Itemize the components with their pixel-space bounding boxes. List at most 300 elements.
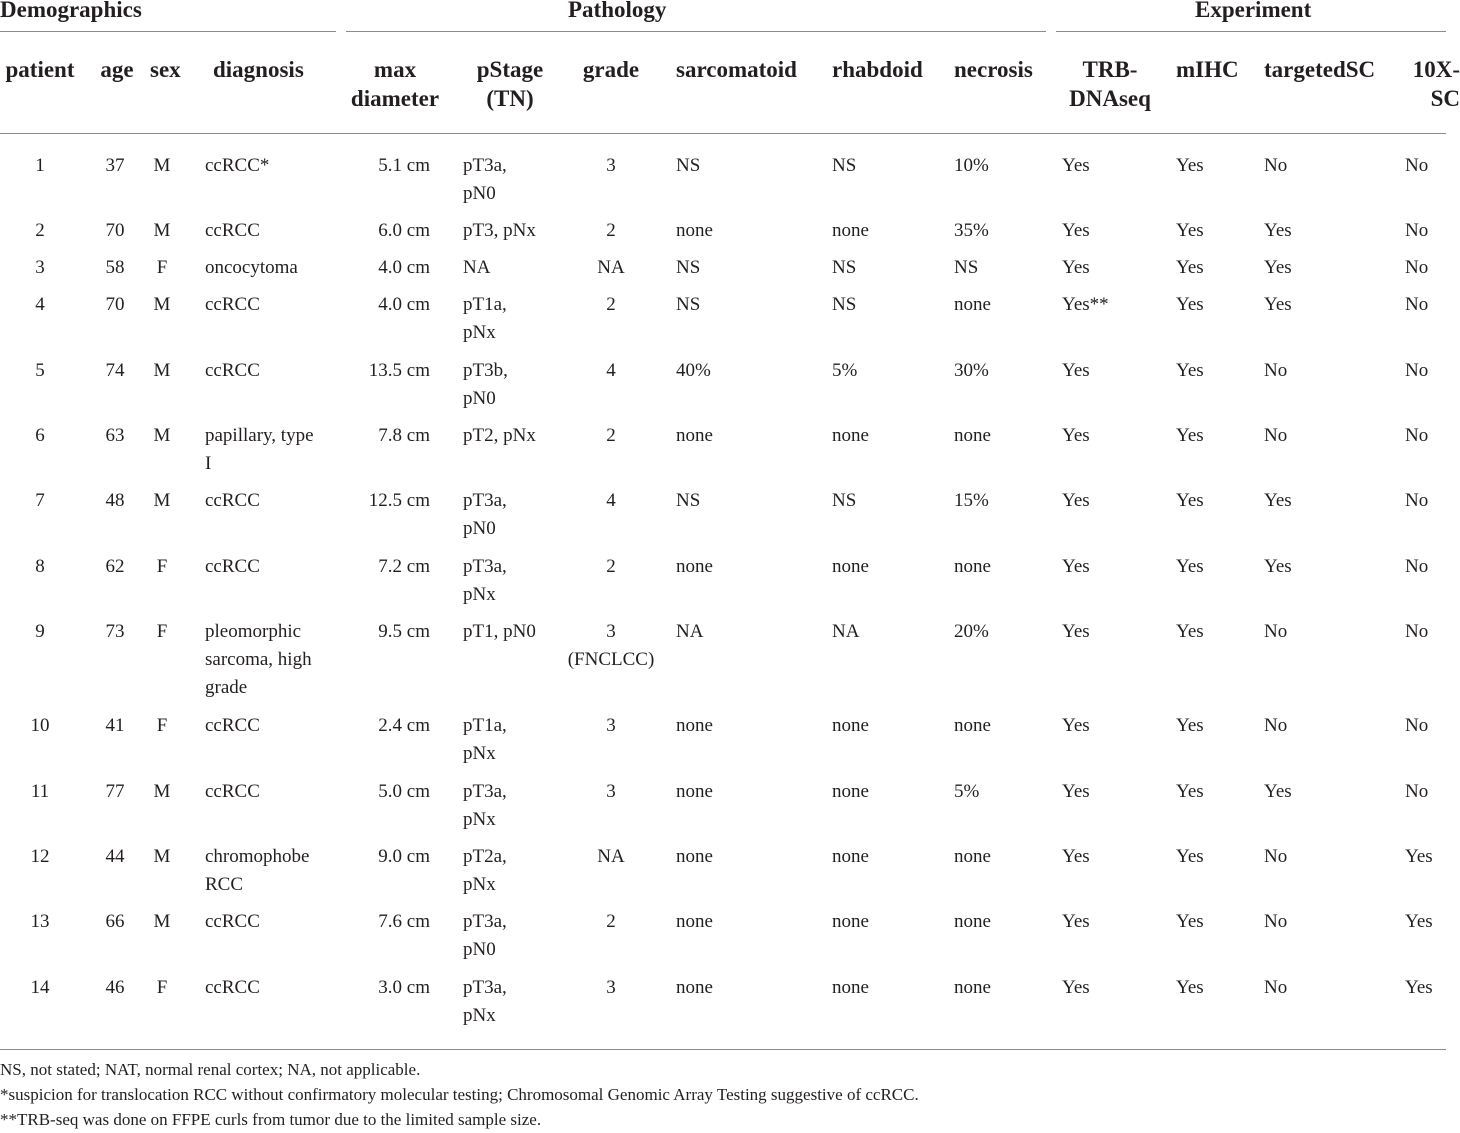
cell-line: pT3a, bbox=[463, 911, 507, 932]
column-header-rhabdoid bbox=[832, 55, 937, 84]
column-header-line: diagnosis bbox=[213, 57, 304, 82]
column-header-necrosis bbox=[954, 55, 1049, 84]
cell-line: NA bbox=[463, 257, 491, 278]
cell-grade bbox=[555, 908, 667, 936]
cell-sex bbox=[150, 422, 174, 450]
cell-line: NS bbox=[832, 257, 857, 278]
column-header-line: DNAseq bbox=[1069, 86, 1151, 111]
cell-line: No bbox=[1264, 621, 1288, 642]
cell-line: ccRCC bbox=[205, 715, 260, 736]
cell-line: 2 bbox=[606, 294, 616, 315]
cell-grade bbox=[555, 712, 667, 740]
cell-line: pT2, pNx bbox=[463, 425, 536, 446]
cell-10x-sc bbox=[1405, 712, 1455, 740]
cell-necrosis bbox=[954, 908, 1044, 936]
cell-line: 5% bbox=[954, 781, 980, 802]
cell-targetedsc bbox=[1264, 291, 1384, 319]
cell-mihc bbox=[1176, 422, 1236, 450]
cell-max-diameter bbox=[350, 291, 430, 319]
cell-line: Yes bbox=[1264, 257, 1292, 278]
cell-line: none bbox=[954, 846, 991, 867]
cell-trb-dnaseq bbox=[1062, 291, 1152, 319]
column-header-age bbox=[97, 55, 137, 84]
cell-mihc bbox=[1176, 974, 1236, 1002]
cell-age bbox=[97, 357, 133, 385]
cell-line: 2 bbox=[606, 425, 616, 446]
cell-sarcomatoid bbox=[676, 422, 816, 450]
cell-rhabdoid bbox=[832, 778, 932, 806]
cell-line: M bbox=[153, 490, 171, 511]
cell-line: No bbox=[1264, 977, 1288, 998]
cell-line: NA bbox=[597, 257, 625, 278]
column-header-line: diameter bbox=[350, 86, 440, 111]
cell-10x-sc bbox=[1405, 254, 1455, 282]
cell-grade bbox=[555, 422, 667, 450]
cell-line: none bbox=[832, 425, 869, 446]
cell-line: NS bbox=[676, 257, 701, 278]
cell-line: 9 bbox=[35, 621, 45, 642]
cell-sex bbox=[150, 291, 174, 319]
cell-line: Yes bbox=[1176, 977, 1204, 998]
cell-line: 5% bbox=[832, 360, 858, 381]
cell-grade bbox=[555, 217, 667, 245]
cell-line: grade bbox=[205, 677, 248, 698]
cell-diagnosis bbox=[205, 843, 345, 899]
cell-line: Yes bbox=[1405, 846, 1433, 867]
column-header-line: max bbox=[373, 57, 417, 82]
cell-line: No bbox=[1264, 911, 1288, 932]
cell-necrosis bbox=[954, 357, 1044, 385]
cell-line: pN0 bbox=[463, 518, 496, 539]
cell-rhabdoid bbox=[832, 553, 932, 581]
cell-line: pT3a, bbox=[463, 977, 507, 998]
cell-line: No bbox=[1264, 846, 1288, 867]
cell-targetedsc bbox=[1264, 618, 1384, 646]
header-rule bbox=[0, 133, 1446, 134]
cell-sex bbox=[150, 778, 174, 806]
cell-sarcomatoid bbox=[676, 908, 816, 936]
cell-line: No bbox=[1405, 220, 1429, 241]
cell-age bbox=[97, 843, 133, 871]
cell-line: sarcoma, high bbox=[205, 649, 312, 670]
column-header-line: necrosis bbox=[954, 57, 1033, 82]
cell-line: Yes bbox=[1264, 220, 1292, 241]
cell-line: Yes bbox=[1176, 155, 1204, 176]
column-header-targetedsc bbox=[1264, 55, 1394, 84]
cell-line: Yes bbox=[1062, 846, 1090, 867]
cell-line: none bbox=[832, 846, 869, 867]
cell-sarcomatoid bbox=[676, 553, 816, 581]
cell-rhabdoid bbox=[832, 908, 932, 936]
cell-trb-dnaseq bbox=[1062, 152, 1152, 180]
cell-line: 70 bbox=[105, 220, 125, 241]
cell-sex bbox=[150, 843, 174, 871]
cell-grade bbox=[555, 618, 667, 674]
cell-line: F bbox=[156, 257, 168, 278]
cell-line: 41 bbox=[105, 715, 125, 736]
cell-necrosis bbox=[954, 152, 1044, 180]
cell-line: 63 bbox=[105, 425, 125, 446]
cell-line: pT3a, bbox=[463, 556, 507, 577]
column-header-line: targetedSC bbox=[1264, 57, 1376, 82]
cell-line: ccRCC bbox=[205, 977, 260, 998]
cell-line: 35% bbox=[954, 220, 989, 241]
cell-patient bbox=[0, 712, 80, 740]
cell-line: Yes bbox=[1062, 490, 1090, 511]
cell-max-diameter bbox=[350, 843, 430, 871]
cell-age bbox=[97, 487, 133, 515]
cell-line: M bbox=[153, 360, 171, 381]
cell-line: Yes bbox=[1176, 556, 1204, 577]
cell-patient bbox=[0, 908, 80, 936]
cell-line: none bbox=[832, 977, 869, 998]
cell-sex bbox=[150, 152, 174, 180]
column-header-line: 10X- bbox=[1412, 57, 1460, 82]
cell-mihc bbox=[1176, 908, 1236, 936]
cell-line: pT3a, bbox=[463, 490, 507, 511]
cell-line: pT1a, bbox=[463, 715, 507, 736]
cell-line: NA bbox=[597, 846, 625, 867]
cell-10x-sc bbox=[1405, 487, 1455, 515]
cell-diagnosis bbox=[205, 778, 345, 806]
cell-line: 44 bbox=[105, 846, 125, 867]
cell-rhabdoid bbox=[832, 152, 932, 180]
cell-targetedsc bbox=[1264, 152, 1384, 180]
cell-line: pleomorphic bbox=[205, 621, 302, 642]
cell-patient bbox=[0, 254, 80, 282]
cell-line: Yes bbox=[1176, 360, 1204, 381]
cell-line: 58 bbox=[105, 257, 125, 278]
cell-grade bbox=[555, 254, 667, 282]
cell-max-diameter bbox=[350, 908, 430, 936]
cell-patient bbox=[0, 553, 80, 581]
cell-diagnosis bbox=[205, 422, 345, 478]
cell-mihc bbox=[1176, 152, 1236, 180]
cell-sex bbox=[150, 618, 174, 646]
group-rule-experiment bbox=[1056, 31, 1446, 32]
cell-max-diameter bbox=[350, 422, 430, 450]
cell-10x-sc bbox=[1405, 291, 1455, 319]
cell-line: 37 bbox=[105, 155, 125, 176]
cell-sarcomatoid bbox=[676, 291, 816, 319]
cell-line: pT3a, bbox=[463, 781, 507, 802]
cell-age bbox=[97, 974, 133, 1002]
cell-sarcomatoid bbox=[676, 217, 816, 245]
cell-line: F bbox=[156, 715, 168, 736]
column-header-line: patient bbox=[5, 57, 75, 82]
group-rule-demographics bbox=[0, 31, 336, 32]
cell-sex bbox=[150, 908, 174, 936]
cell-line: 6 bbox=[35, 425, 45, 446]
cell-line: NS bbox=[676, 155, 701, 176]
cell-trb-dnaseq bbox=[1062, 487, 1152, 515]
cell-line: ccRCC bbox=[205, 911, 260, 932]
cell-line: F bbox=[156, 977, 168, 998]
column-header-line: sarcomatoid bbox=[676, 57, 797, 82]
cell-diagnosis bbox=[205, 553, 345, 581]
cell-necrosis bbox=[954, 843, 1044, 871]
column-header-line: rhabdoid bbox=[832, 57, 923, 82]
cell-necrosis bbox=[954, 254, 1044, 282]
footnote-abbreviations: NS, not stated; NAT, normal renal cortex; NA, not applicable. bbox=[0, 1060, 421, 1079]
column-header-sex bbox=[150, 55, 190, 84]
cell-age bbox=[97, 908, 133, 936]
cell-line: none bbox=[676, 846, 713, 867]
cell-necrosis bbox=[954, 618, 1044, 646]
cell-line: Yes bbox=[1176, 490, 1204, 511]
cell-grade bbox=[555, 291, 667, 319]
cell-line: No bbox=[1405, 490, 1429, 511]
cell-rhabdoid bbox=[832, 974, 932, 1002]
cell-line: 46 bbox=[105, 977, 125, 998]
cell-mihc bbox=[1176, 254, 1236, 282]
cell-mihc bbox=[1176, 618, 1236, 646]
cell-line: 66 bbox=[105, 911, 125, 932]
cell-line: 5.1 cm bbox=[378, 155, 430, 176]
column-header-patient bbox=[0, 55, 80, 84]
cell-patient bbox=[0, 422, 80, 450]
cell-diagnosis bbox=[205, 618, 345, 702]
cell-line: No bbox=[1405, 155, 1429, 176]
cell-line: RCC bbox=[205, 874, 244, 895]
cell-line: none bbox=[832, 556, 869, 577]
cell-line: oncocytoma bbox=[205, 257, 298, 278]
cell-line: 62 bbox=[105, 556, 125, 577]
cell-line: Yes bbox=[1062, 220, 1090, 241]
cell-max-diameter bbox=[350, 618, 430, 646]
cell-line: F bbox=[156, 556, 168, 577]
cell-10x-sc bbox=[1405, 553, 1455, 581]
cell-patient bbox=[0, 974, 80, 1002]
cell-line: 3 bbox=[606, 715, 616, 736]
cell-necrosis bbox=[954, 291, 1044, 319]
cell-targetedsc bbox=[1264, 254, 1384, 282]
cell-line: M bbox=[153, 155, 171, 176]
cell-line: Yes bbox=[1176, 781, 1204, 802]
cell-line: Yes bbox=[1062, 911, 1090, 932]
cell-targetedsc bbox=[1264, 778, 1384, 806]
cell-targetedsc bbox=[1264, 487, 1384, 515]
cell-line: Yes bbox=[1062, 360, 1090, 381]
cell-line: pN0 bbox=[463, 388, 496, 409]
cell-diagnosis bbox=[205, 357, 345, 385]
cell-patient bbox=[0, 291, 80, 319]
cell-line: papillary, type bbox=[205, 425, 314, 446]
cell-rhabdoid bbox=[832, 487, 932, 515]
cell-max-diameter bbox=[350, 217, 430, 245]
column-header-line: mIHC bbox=[1176, 57, 1239, 82]
cell-line: Yes bbox=[1405, 911, 1433, 932]
cell-line: 4.0 cm bbox=[378, 257, 430, 278]
footnote-double-asterisk: **TRB-seq was done on FFPE curls from tumor due to the limited sample size. bbox=[0, 1110, 542, 1129]
cell-age bbox=[97, 291, 133, 319]
cell-line: NS bbox=[832, 490, 857, 511]
cell-grade bbox=[555, 357, 667, 385]
cell-rhabdoid bbox=[832, 422, 932, 450]
cell-max-diameter bbox=[350, 152, 430, 180]
cell-line: NA bbox=[676, 621, 704, 642]
cell-line: ccRCC bbox=[205, 220, 260, 241]
column-header-line: pStage bbox=[476, 57, 544, 82]
cell-age bbox=[97, 618, 133, 646]
cell-line: Yes bbox=[1062, 621, 1090, 642]
cell-line: 5 bbox=[35, 360, 45, 381]
cell-mihc bbox=[1176, 357, 1236, 385]
cell-line: No bbox=[1405, 425, 1429, 446]
cell-line: none bbox=[954, 556, 991, 577]
column-header-line: grade bbox=[582, 57, 640, 82]
cell-line: none bbox=[832, 781, 869, 802]
cell-trb-dnaseq bbox=[1062, 357, 1152, 385]
cell-10x-sc bbox=[1405, 217, 1455, 245]
cell-mihc bbox=[1176, 843, 1236, 871]
cell-line: 3 bbox=[35, 257, 45, 278]
cell-diagnosis bbox=[205, 152, 345, 180]
cell-targetedsc bbox=[1264, 357, 1384, 385]
cell-line: 2 bbox=[606, 556, 616, 577]
cell-line: none bbox=[676, 220, 713, 241]
cell-age bbox=[97, 553, 133, 581]
cell-line: 3 bbox=[606, 155, 616, 176]
cell-10x-sc bbox=[1405, 974, 1455, 1002]
cell-patient bbox=[0, 778, 80, 806]
cell-max-diameter bbox=[350, 778, 430, 806]
cell-sex bbox=[150, 712, 174, 740]
cell-grade bbox=[555, 974, 667, 1002]
column-header-sarcomatoid bbox=[676, 55, 821, 84]
cell-line: Yes bbox=[1062, 425, 1090, 446]
cell-line: Yes bbox=[1264, 294, 1292, 315]
cell-sarcomatoid bbox=[676, 487, 816, 515]
cell-rhabdoid bbox=[832, 254, 932, 282]
cell-rhabdoid bbox=[832, 618, 932, 646]
cell-line: No bbox=[1405, 556, 1429, 577]
cell-age bbox=[97, 217, 133, 245]
cell-10x-sc bbox=[1405, 908, 1455, 936]
column-header-pstage bbox=[465, 55, 555, 113]
cell-line: NA bbox=[832, 621, 860, 642]
cell-line: 1 bbox=[35, 155, 45, 176]
cell-line: none bbox=[832, 220, 869, 241]
cell-sarcomatoid bbox=[676, 152, 816, 180]
cell-diagnosis bbox=[205, 291, 345, 319]
cell-trb-dnaseq bbox=[1062, 553, 1152, 581]
cell-line: No bbox=[1264, 360, 1288, 381]
cell-rhabdoid bbox=[832, 217, 932, 245]
cell-line: No bbox=[1405, 294, 1429, 315]
cell-line: pNx bbox=[463, 809, 496, 830]
cell-necrosis bbox=[954, 487, 1044, 515]
cell-diagnosis bbox=[205, 908, 345, 936]
cell-grade bbox=[555, 553, 667, 581]
cell-line: none bbox=[676, 911, 713, 932]
cell-age bbox=[97, 152, 133, 180]
cell-line: NS bbox=[832, 294, 857, 315]
cell-line: No bbox=[1405, 621, 1429, 642]
cell-trb-dnaseq bbox=[1062, 254, 1152, 282]
cell-line: Yes bbox=[1176, 294, 1204, 315]
column-header-line: TRB- bbox=[1082, 57, 1138, 82]
group-header-row bbox=[0, 0, 1460, 28]
cell-line: 7.6 cm bbox=[378, 911, 430, 932]
cell-line: none bbox=[954, 911, 991, 932]
cell-line: Yes bbox=[1062, 781, 1090, 802]
cell-necrosis bbox=[954, 553, 1044, 581]
cell-line: none bbox=[676, 425, 713, 446]
cell-sex bbox=[150, 217, 174, 245]
cell-line: No bbox=[1405, 360, 1429, 381]
cell-patient bbox=[0, 357, 80, 385]
cell-line: 15% bbox=[954, 490, 989, 511]
cell-line: pNx bbox=[463, 874, 496, 895]
cell-line: 40% bbox=[676, 360, 711, 381]
cell-age bbox=[97, 422, 133, 450]
cell-sex bbox=[150, 254, 174, 282]
cell-line: ccRCC bbox=[205, 360, 260, 381]
cell-diagnosis bbox=[205, 217, 345, 245]
cell-rhabdoid bbox=[832, 357, 932, 385]
cell-line: 4 bbox=[35, 294, 45, 315]
cell-line: 10% bbox=[954, 155, 989, 176]
cell-line: pNx bbox=[463, 584, 496, 605]
cell-max-diameter bbox=[350, 254, 430, 282]
cell-max-diameter bbox=[350, 553, 430, 581]
column-header-mihc bbox=[1176, 55, 1251, 84]
cell-line: ccRCC bbox=[205, 294, 260, 315]
column-header-10x-sc bbox=[1400, 55, 1460, 113]
cell-line: 3.0 cm bbox=[378, 977, 430, 998]
cell-patient bbox=[0, 487, 80, 515]
cell-line: pNx bbox=[463, 1005, 496, 1026]
cell-line: I bbox=[205, 453, 212, 474]
cell-line: 5.0 cm bbox=[378, 781, 430, 802]
cell-sarcomatoid bbox=[676, 778, 816, 806]
cell-line: none bbox=[676, 977, 713, 998]
cell-line: 8 bbox=[35, 556, 45, 577]
cell-10x-sc bbox=[1405, 843, 1455, 871]
cell-10x-sc bbox=[1405, 357, 1455, 385]
cell-line: Yes bbox=[1062, 556, 1090, 577]
cell-line: 7 bbox=[35, 490, 45, 511]
cell-line: 30% bbox=[954, 360, 989, 381]
cell-necrosis bbox=[954, 974, 1044, 1002]
cell-line: ccRCC bbox=[205, 556, 260, 577]
cell-trb-dnaseq bbox=[1062, 712, 1152, 740]
cell-grade bbox=[555, 843, 667, 871]
cell-line: 4.0 cm bbox=[378, 294, 430, 315]
cell-max-diameter bbox=[350, 357, 430, 385]
cell-line: pN0 bbox=[463, 939, 496, 960]
cell-line: NS bbox=[676, 490, 701, 511]
cell-sarcomatoid bbox=[676, 712, 816, 740]
cell-line: none bbox=[954, 425, 991, 446]
cell-line: pT1, pN0 bbox=[463, 621, 536, 642]
cell-sex bbox=[150, 553, 174, 581]
cell-line: Yes bbox=[1264, 781, 1292, 802]
cell-sex bbox=[150, 974, 174, 1002]
cell-line: 11 bbox=[30, 781, 50, 802]
cell-line: No bbox=[1264, 715, 1288, 736]
cell-line: 9.0 cm bbox=[378, 846, 430, 867]
cell-line: M bbox=[153, 846, 171, 867]
cell-line: Yes bbox=[1264, 556, 1292, 577]
cell-10x-sc bbox=[1405, 422, 1455, 450]
cell-line: 12 bbox=[30, 846, 50, 867]
cell-line: pT3b, bbox=[463, 360, 508, 381]
cell-line: Yes bbox=[1176, 911, 1204, 932]
column-header-line: sex bbox=[150, 57, 181, 82]
cell-line: F bbox=[156, 621, 168, 642]
